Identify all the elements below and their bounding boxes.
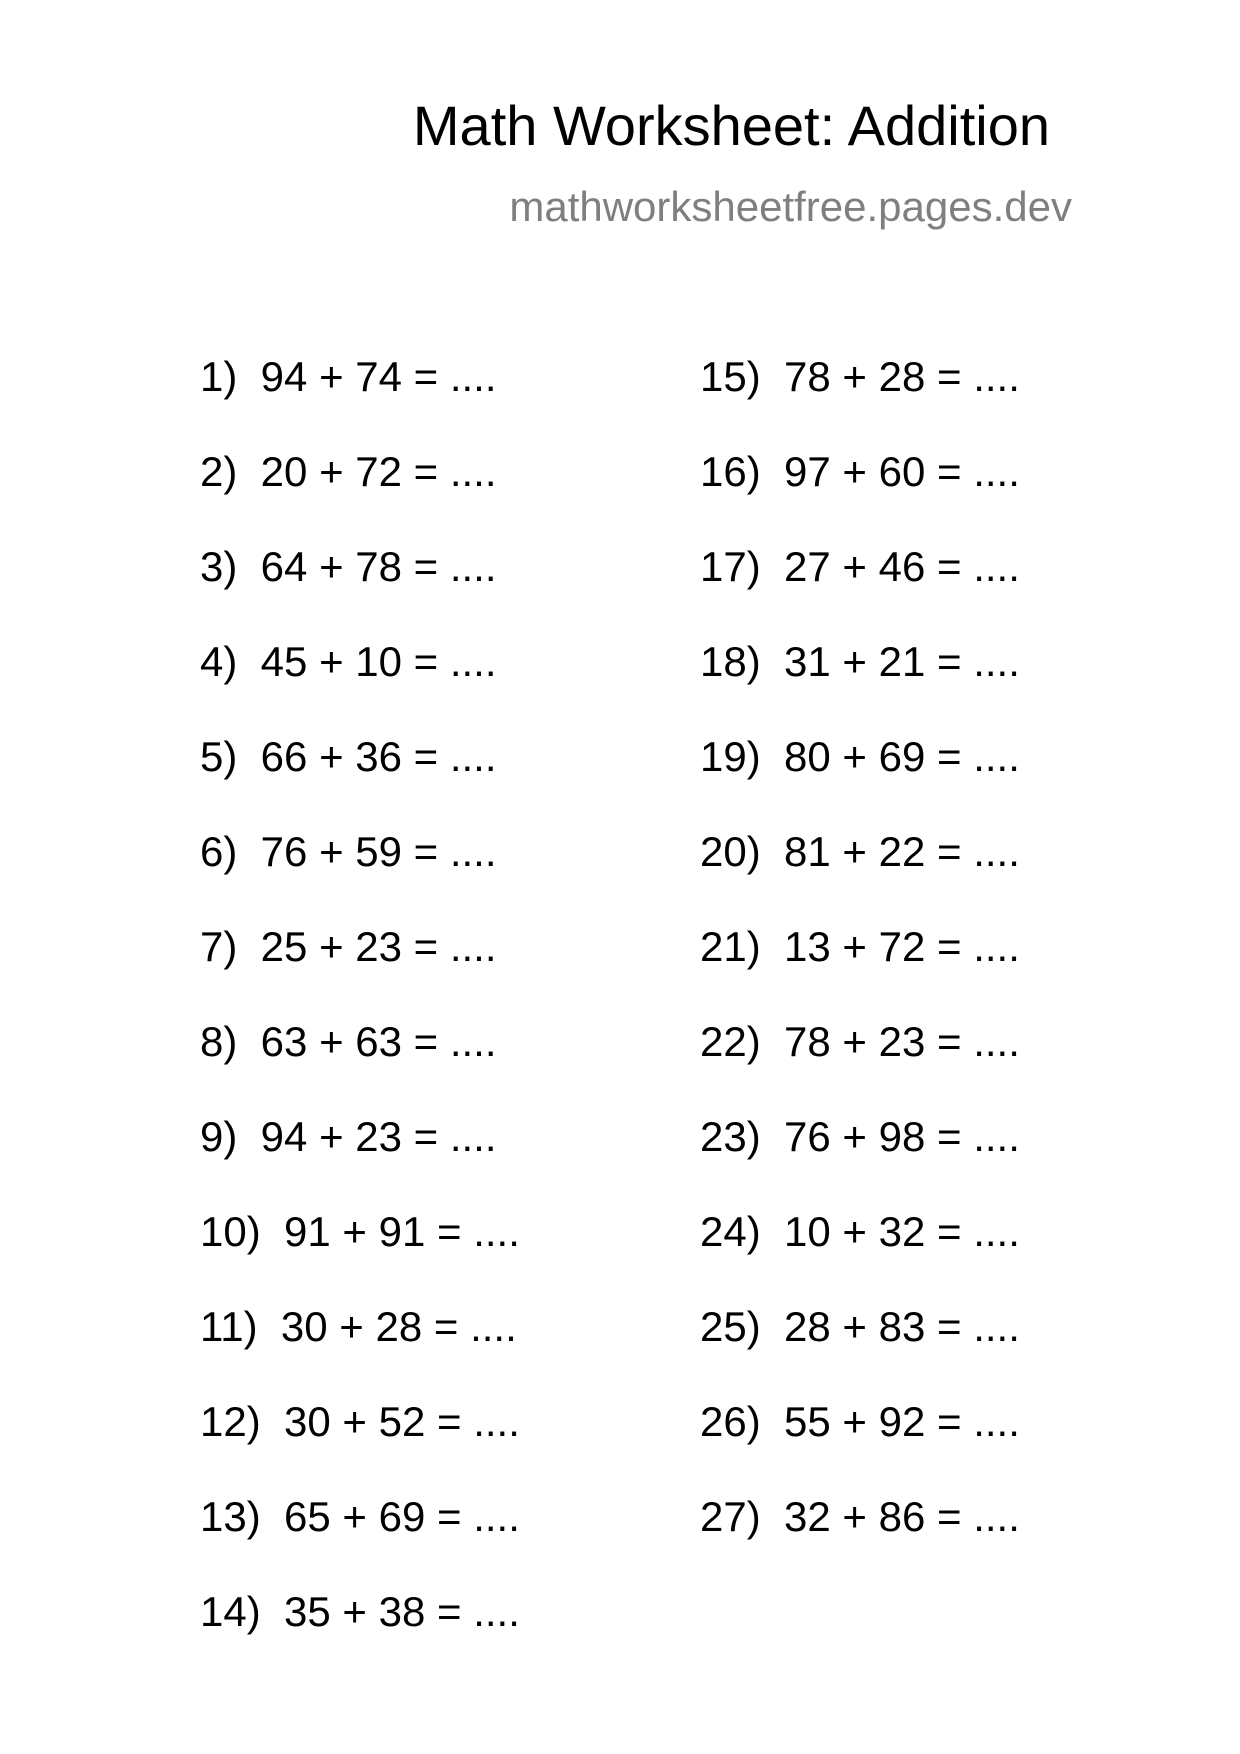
problem-item: 12) 30 + 52 = .... xyxy=(200,1398,520,1445)
website-url: mathworksheetfree.pages.dev xyxy=(509,183,1072,230)
problem-item: 5) 66 + 36 = .... xyxy=(200,733,497,780)
problem-item: 7) 25 + 23 = .... xyxy=(200,923,497,970)
problem-item: 8) 63 + 63 = .... xyxy=(200,1018,497,1065)
problem-item: 10) 91 + 91 = .... xyxy=(200,1208,520,1255)
problem-item: 18) 31 + 21 = .... xyxy=(700,638,1020,685)
problem-list-right xyxy=(700,353,1020,1591)
problem-item: 9) 94 + 23 = .... xyxy=(200,1113,497,1160)
problem-item: 26) 55 + 92 = .... xyxy=(700,1398,1020,1445)
problem-list-left xyxy=(200,353,520,1686)
problem-item: 24) 10 + 32 = .... xyxy=(700,1208,1020,1255)
problem-item: 14) 35 + 38 = .... xyxy=(200,1588,520,1635)
problem-item: 1) 94 + 74 = .... xyxy=(200,353,497,400)
problem-item: 20) 81 + 22 = .... xyxy=(700,828,1020,875)
problem-item: 15) 78 + 28 = .... xyxy=(700,353,1020,400)
problem-item: 3) 64 + 78 = .... xyxy=(200,543,497,590)
problem-item: 21) 13 + 72 = .... xyxy=(700,923,1020,970)
problem-item: 11) 30 + 28 = .... xyxy=(200,1303,517,1350)
problem-item: 2) 20 + 72 = .... xyxy=(200,448,497,495)
problem-item: 27) 32 + 86 = .... xyxy=(700,1493,1020,1540)
problem-item: 13) 65 + 69 = .... xyxy=(200,1493,520,1540)
worksheet-title: Math Worksheet: Addition xyxy=(412,94,1050,157)
problem-item: 16) 97 + 60 = .... xyxy=(700,448,1020,495)
problem-item: 6) 76 + 59 = .... xyxy=(200,828,497,875)
problem-item: 22) 78 + 23 = .... xyxy=(700,1018,1020,1065)
problem-item: 17) 27 + 46 = .... xyxy=(700,543,1020,590)
problem-item: 19) 80 + 69 = .... xyxy=(700,733,1020,780)
problem-item: 25) 28 + 83 = .... xyxy=(700,1303,1020,1350)
problem-item: 4) 45 + 10 = .... xyxy=(200,638,497,685)
problem-item: 23) 76 + 98 = .... xyxy=(700,1113,1020,1160)
